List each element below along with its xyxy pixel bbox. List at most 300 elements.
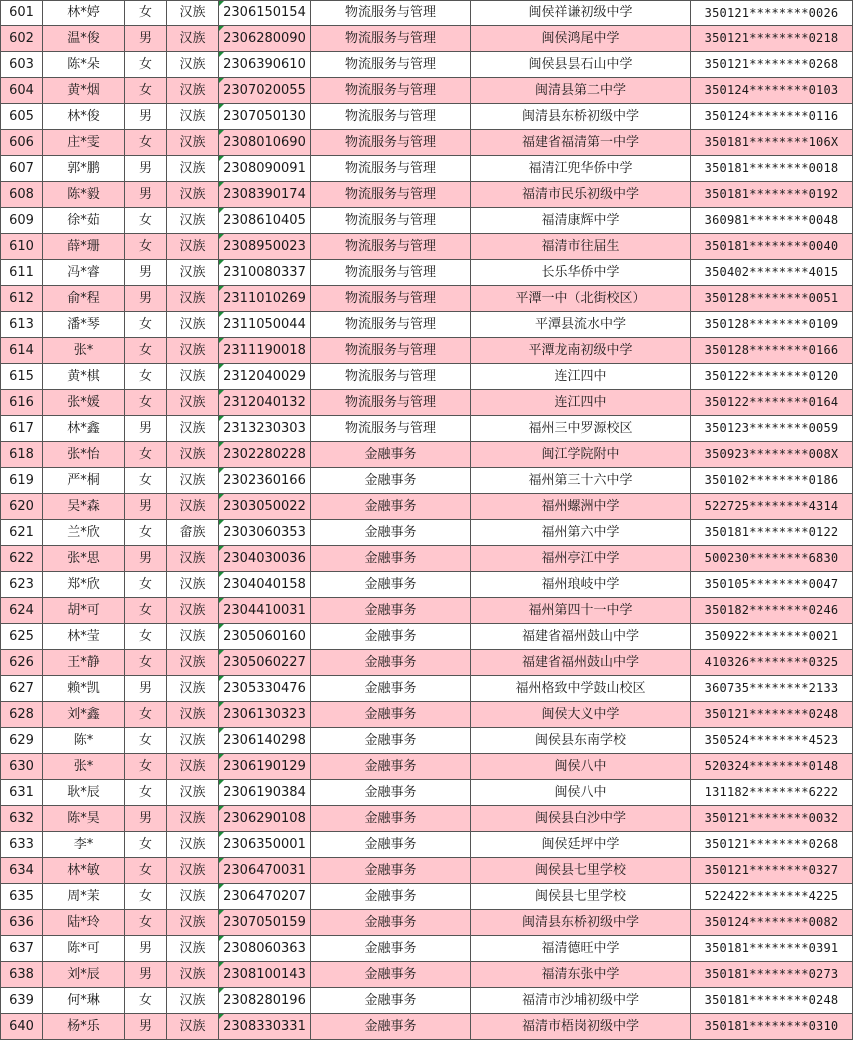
exam-id-cell[interactable]: 2310080337 xyxy=(219,260,311,286)
ethnicity-cell[interactable]: 汉族 xyxy=(167,988,219,1014)
school-cell[interactable]: 福州第四十一中学 xyxy=(471,598,691,624)
major-cell[interactable]: 金融事务 xyxy=(311,832,471,858)
seq-no-cell[interactable]: 621 xyxy=(1,520,43,546)
major-cell[interactable]: 物流服务与管理 xyxy=(311,52,471,78)
school-cell[interactable]: 闽侯县七里学校 xyxy=(471,884,691,910)
seq-no-cell[interactable]: 620 xyxy=(1,494,43,520)
ethnicity-cell[interactable]: 汉族 xyxy=(167,130,219,156)
ethnicity-cell[interactable]: 汉族 xyxy=(167,52,219,78)
id-card-cell[interactable]: 350124********0082 xyxy=(691,910,853,936)
name-cell[interactable]: 吴*森 xyxy=(43,494,125,520)
id-card-cell[interactable]: 350181********0248 xyxy=(691,988,853,1014)
school-cell[interactable]: 闽清县第二中学 xyxy=(471,78,691,104)
ethnicity-cell[interactable]: 汉族 xyxy=(167,650,219,676)
ethnicity-cell[interactable]: 汉族 xyxy=(167,468,219,494)
name-cell[interactable]: 张*怡 xyxy=(43,442,125,468)
gender-cell[interactable]: 女 xyxy=(125,702,167,728)
major-cell[interactable]: 金融事务 xyxy=(311,754,471,780)
id-card-cell[interactable]: 350121********0218 xyxy=(691,26,853,52)
major-cell[interactable]: 金融事务 xyxy=(311,936,471,962)
exam-id-cell[interactable]: 2306350001 xyxy=(219,832,311,858)
seq-no-cell[interactable]: 635 xyxy=(1,884,43,910)
major-cell[interactable]: 金融事务 xyxy=(311,910,471,936)
ethnicity-cell[interactable]: 汉族 xyxy=(167,910,219,936)
name-cell[interactable]: 陈*昊 xyxy=(43,806,125,832)
name-cell[interactable]: 胡*可 xyxy=(43,598,125,624)
major-cell[interactable]: 物流服务与管理 xyxy=(311,130,471,156)
gender-cell[interactable]: 男 xyxy=(125,494,167,520)
seq-no-cell[interactable]: 605 xyxy=(1,104,43,130)
gender-cell[interactable]: 女 xyxy=(125,650,167,676)
exam-id-cell[interactable]: 2308390174 xyxy=(219,182,311,208)
school-cell[interactable]: 福州亭江中学 xyxy=(471,546,691,572)
school-cell[interactable]: 长乐华侨中学 xyxy=(471,260,691,286)
major-cell[interactable]: 金融事务 xyxy=(311,676,471,702)
id-card-cell[interactable]: 350122********0120 xyxy=(691,364,853,390)
name-cell[interactable]: 耿*辰 xyxy=(43,780,125,806)
seq-no-cell[interactable]: 610 xyxy=(1,234,43,260)
seq-no-cell[interactable]: 636 xyxy=(1,910,43,936)
ethnicity-cell[interactable]: 汉族 xyxy=(167,1014,219,1040)
seq-no-cell[interactable]: 640 xyxy=(1,1014,43,1040)
school-cell[interactable]: 福州第六中学 xyxy=(471,520,691,546)
name-cell[interactable]: 林*莹 xyxy=(43,624,125,650)
ethnicity-cell[interactable]: 汉族 xyxy=(167,312,219,338)
id-card-cell[interactable]: 350128********0109 xyxy=(691,312,853,338)
exam-id-cell[interactable]: 2306280090 xyxy=(219,26,311,52)
id-card-cell[interactable]: 360981********0048 xyxy=(691,208,853,234)
name-cell[interactable]: 林*婷 xyxy=(43,1,125,26)
seq-no-cell[interactable]: 609 xyxy=(1,208,43,234)
id-card-cell[interactable]: 350121********0248 xyxy=(691,702,853,728)
id-card-cell[interactable]: 350121********0026 xyxy=(691,1,853,26)
gender-cell[interactable]: 女 xyxy=(125,910,167,936)
gender-cell[interactable]: 男 xyxy=(125,676,167,702)
name-cell[interactable]: 黄*烟 xyxy=(43,78,125,104)
name-cell[interactable]: 周*茉 xyxy=(43,884,125,910)
name-cell[interactable]: 林*鑫 xyxy=(43,416,125,442)
exam-id-cell[interactable]: 2306290108 xyxy=(219,806,311,832)
ethnicity-cell[interactable]: 汉族 xyxy=(167,286,219,312)
ethnicity-cell[interactable]: 汉族 xyxy=(167,416,219,442)
exam-id-cell[interactable]: 2303060353 xyxy=(219,520,311,546)
ethnicity-cell[interactable]: 汉族 xyxy=(167,832,219,858)
name-cell[interactable]: 王*静 xyxy=(43,650,125,676)
name-cell[interactable]: 张*媛 xyxy=(43,390,125,416)
major-cell[interactable]: 物流服务与管理 xyxy=(311,1,471,26)
ethnicity-cell[interactable]: 汉族 xyxy=(167,884,219,910)
id-card-cell[interactable]: 350181********0391 xyxy=(691,936,853,962)
ethnicity-cell[interactable]: 汉族 xyxy=(167,858,219,884)
exam-id-cell[interactable]: 2306470031 xyxy=(219,858,311,884)
seq-no-cell[interactable]: 623 xyxy=(1,572,43,598)
school-cell[interactable]: 闽侯县昙石山中学 xyxy=(471,52,691,78)
gender-cell[interactable]: 女 xyxy=(125,884,167,910)
ethnicity-cell[interactable]: 汉族 xyxy=(167,234,219,260)
gender-cell[interactable]: 男 xyxy=(125,806,167,832)
major-cell[interactable]: 金融事务 xyxy=(311,546,471,572)
gender-cell[interactable]: 男 xyxy=(125,416,167,442)
school-cell[interactable]: 闽侯大义中学 xyxy=(471,702,691,728)
name-cell[interactable]: 黄*棋 xyxy=(43,364,125,390)
id-card-cell[interactable]: 350181********0122 xyxy=(691,520,853,546)
id-card-cell[interactable]: 410326********0325 xyxy=(691,650,853,676)
exam-id-cell[interactable]: 2308610405 xyxy=(219,208,311,234)
school-cell[interactable]: 闽侯八中 xyxy=(471,754,691,780)
major-cell[interactable]: 金融事务 xyxy=(311,624,471,650)
major-cell[interactable]: 物流服务与管理 xyxy=(311,156,471,182)
major-cell[interactable]: 物流服务与管理 xyxy=(311,416,471,442)
exam-id-cell[interactable]: 2306130323 xyxy=(219,702,311,728)
seq-no-cell[interactable]: 606 xyxy=(1,130,43,156)
major-cell[interactable]: 物流服务与管理 xyxy=(311,364,471,390)
major-cell[interactable]: 金融事务 xyxy=(311,702,471,728)
name-cell[interactable]: 张*思 xyxy=(43,546,125,572)
exam-id-cell[interactable]: 2306470207 xyxy=(219,884,311,910)
seq-no-cell[interactable]: 613 xyxy=(1,312,43,338)
school-cell[interactable]: 闽侯县七里学校 xyxy=(471,858,691,884)
seq-no-cell[interactable]: 617 xyxy=(1,416,43,442)
gender-cell[interactable]: 女 xyxy=(125,754,167,780)
gender-cell[interactable]: 女 xyxy=(125,234,167,260)
school-cell[interactable]: 福清市往届生 xyxy=(471,234,691,260)
school-cell[interactable]: 福清江兜华侨中学 xyxy=(471,156,691,182)
exam-id-cell[interactable]: 2302280228 xyxy=(219,442,311,468)
exam-id-cell[interactable]: 2308280196 xyxy=(219,988,311,1014)
gender-cell[interactable]: 女 xyxy=(125,624,167,650)
id-card-cell[interactable]: 350181********0310 xyxy=(691,1014,853,1040)
ethnicity-cell[interactable]: 汉族 xyxy=(167,26,219,52)
name-cell[interactable]: 庄*雯 xyxy=(43,130,125,156)
major-cell[interactable]: 物流服务与管理 xyxy=(311,26,471,52)
id-card-cell[interactable]: 350124********0103 xyxy=(691,78,853,104)
ethnicity-cell[interactable]: 畲族 xyxy=(167,520,219,546)
school-cell[interactable]: 福建省福州鼓山中学 xyxy=(471,650,691,676)
name-cell[interactable]: 张* xyxy=(43,338,125,364)
id-card-cell[interactable]: 350181********0018 xyxy=(691,156,853,182)
id-card-cell[interactable]: 360735********2133 xyxy=(691,676,853,702)
id-card-cell[interactable]: 350121********0268 xyxy=(691,52,853,78)
major-cell[interactable]: 金融事务 xyxy=(311,780,471,806)
exam-id-cell[interactable]: 2305330476 xyxy=(219,676,311,702)
ethnicity-cell[interactable]: 汉族 xyxy=(167,390,219,416)
gender-cell[interactable]: 女 xyxy=(125,468,167,494)
seq-no-cell[interactable]: 624 xyxy=(1,598,43,624)
name-cell[interactable]: 陈*朵 xyxy=(43,52,125,78)
gender-cell[interactable]: 男 xyxy=(125,1014,167,1040)
major-cell[interactable]: 金融事务 xyxy=(311,468,471,494)
seq-no-cell[interactable]: 629 xyxy=(1,728,43,754)
exam-id-cell[interactable]: 2303050022 xyxy=(219,494,311,520)
exam-id-cell[interactable]: 2306140298 xyxy=(219,728,311,754)
school-cell[interactable]: 闽江学院附中 xyxy=(471,442,691,468)
ethnicity-cell[interactable]: 汉族 xyxy=(167,78,219,104)
seq-no-cell[interactable]: 616 xyxy=(1,390,43,416)
id-card-cell[interactable]: 350124********0116 xyxy=(691,104,853,130)
seq-no-cell[interactable]: 625 xyxy=(1,624,43,650)
school-cell[interactable]: 闽侯八中 xyxy=(471,780,691,806)
exam-id-cell[interactable]: 2306150154 xyxy=(219,1,311,26)
gender-cell[interactable]: 女 xyxy=(125,208,167,234)
gender-cell[interactable]: 女 xyxy=(125,130,167,156)
major-cell[interactable]: 物流服务与管理 xyxy=(311,390,471,416)
seq-no-cell[interactable]: 628 xyxy=(1,702,43,728)
seq-no-cell[interactable]: 638 xyxy=(1,962,43,988)
id-card-cell[interactable]: 350121********0327 xyxy=(691,858,853,884)
seq-no-cell[interactable]: 601 xyxy=(1,1,43,26)
seq-no-cell[interactable]: 634 xyxy=(1,858,43,884)
seq-no-cell[interactable]: 630 xyxy=(1,754,43,780)
major-cell[interactable]: 金融事务 xyxy=(311,858,471,884)
major-cell[interactable]: 物流服务与管理 xyxy=(311,286,471,312)
exam-id-cell[interactable]: 2306190384 xyxy=(219,780,311,806)
school-cell[interactable]: 福清市沙埔初级中学 xyxy=(471,988,691,1014)
id-card-cell[interactable]: 500230********6830 xyxy=(691,546,853,572)
id-card-cell[interactable]: 522422********4225 xyxy=(691,884,853,910)
gender-cell[interactable]: 女 xyxy=(125,1,167,26)
major-cell[interactable]: 物流服务与管理 xyxy=(311,234,471,260)
ethnicity-cell[interactable]: 汉族 xyxy=(167,364,219,390)
seq-no-cell[interactable]: 602 xyxy=(1,26,43,52)
gender-cell[interactable]: 女 xyxy=(125,832,167,858)
school-cell[interactable]: 闽清县东桥初级中学 xyxy=(471,910,691,936)
exam-id-cell[interactable]: 2306190129 xyxy=(219,754,311,780)
ethnicity-cell[interactable]: 汉族 xyxy=(167,728,219,754)
school-cell[interactable]: 福清东张中学 xyxy=(471,962,691,988)
gender-cell[interactable]: 女 xyxy=(125,728,167,754)
gender-cell[interactable]: 男 xyxy=(125,260,167,286)
gender-cell[interactable]: 男 xyxy=(125,182,167,208)
gender-cell[interactable]: 女 xyxy=(125,780,167,806)
school-cell[interactable]: 福清德旺中学 xyxy=(471,936,691,962)
gender-cell[interactable]: 女 xyxy=(125,390,167,416)
seq-no-cell[interactable]: 622 xyxy=(1,546,43,572)
gender-cell[interactable]: 男 xyxy=(125,936,167,962)
gender-cell[interactable]: 男 xyxy=(125,546,167,572)
id-card-cell[interactable]: 350122********0164 xyxy=(691,390,853,416)
ethnicity-cell[interactable]: 汉族 xyxy=(167,676,219,702)
gender-cell[interactable]: 男 xyxy=(125,962,167,988)
school-cell[interactable]: 平潭县流水中学 xyxy=(471,312,691,338)
seq-no-cell[interactable]: 627 xyxy=(1,676,43,702)
major-cell[interactable]: 物流服务与管理 xyxy=(311,182,471,208)
school-cell[interactable]: 闽侯祥谦初级中学 xyxy=(471,1,691,26)
exam-id-cell[interactable]: 2308330331 xyxy=(219,1014,311,1040)
school-cell[interactable]: 平潭龙南初级中学 xyxy=(471,338,691,364)
school-cell[interactable]: 闽清县东桥初级中学 xyxy=(471,104,691,130)
ethnicity-cell[interactable]: 汉族 xyxy=(167,208,219,234)
name-cell[interactable]: 陆*玲 xyxy=(43,910,125,936)
ethnicity-cell[interactable]: 汉族 xyxy=(167,780,219,806)
seq-no-cell[interactable]: 618 xyxy=(1,442,43,468)
name-cell[interactable]: 冯*睿 xyxy=(43,260,125,286)
seq-no-cell[interactable]: 612 xyxy=(1,286,43,312)
id-card-cell[interactable]: 350128********0166 xyxy=(691,338,853,364)
ethnicity-cell[interactable]: 汉族 xyxy=(167,598,219,624)
major-cell[interactable]: 物流服务与管理 xyxy=(311,338,471,364)
id-card-cell[interactable]: 350181********0040 xyxy=(691,234,853,260)
name-cell[interactable]: 林*敏 xyxy=(43,858,125,884)
id-card-cell[interactable]: 350121********0268 xyxy=(691,832,853,858)
ethnicity-cell[interactable]: 汉族 xyxy=(167,572,219,598)
id-card-cell[interactable]: 522725********4314 xyxy=(691,494,853,520)
name-cell[interactable]: 兰*欣 xyxy=(43,520,125,546)
major-cell[interactable]: 金融事务 xyxy=(311,988,471,1014)
gender-cell[interactable]: 女 xyxy=(125,338,167,364)
name-cell[interactable]: 郭*鹏 xyxy=(43,156,125,182)
id-card-cell[interactable]: 350524********4523 xyxy=(691,728,853,754)
gender-cell[interactable]: 女 xyxy=(125,572,167,598)
id-card-cell[interactable]: 350181********0273 xyxy=(691,962,853,988)
ethnicity-cell[interactable]: 汉族 xyxy=(167,754,219,780)
school-cell[interactable]: 福建省福州鼓山中学 xyxy=(471,624,691,650)
name-cell[interactable]: 徐*茹 xyxy=(43,208,125,234)
ethnicity-cell[interactable]: 汉族 xyxy=(167,442,219,468)
major-cell[interactable]: 金融事务 xyxy=(311,442,471,468)
school-cell[interactable]: 福州螺洲中学 xyxy=(471,494,691,520)
exam-id-cell[interactable]: 2305060160 xyxy=(219,624,311,650)
school-cell[interactable]: 闽侯廷坪中学 xyxy=(471,832,691,858)
id-card-cell[interactable]: 350102********0186 xyxy=(691,468,853,494)
seq-no-cell[interactable]: 631 xyxy=(1,780,43,806)
exam-id-cell[interactable]: 2307050130 xyxy=(219,104,311,130)
exam-id-cell[interactable]: 2304030036 xyxy=(219,546,311,572)
seq-no-cell[interactable]: 607 xyxy=(1,156,43,182)
seq-no-cell[interactable]: 614 xyxy=(1,338,43,364)
exam-id-cell[interactable]: 2308090091 xyxy=(219,156,311,182)
ethnicity-cell[interactable]: 汉族 xyxy=(167,104,219,130)
exam-id-cell[interactable]: 2304040158 xyxy=(219,572,311,598)
exam-id-cell[interactable]: 2312040029 xyxy=(219,364,311,390)
name-cell[interactable]: 陈* xyxy=(43,728,125,754)
exam-id-cell[interactable]: 2307050159 xyxy=(219,910,311,936)
exam-id-cell[interactable]: 2302360166 xyxy=(219,468,311,494)
ethnicity-cell[interactable]: 汉族 xyxy=(167,936,219,962)
gender-cell[interactable]: 男 xyxy=(125,104,167,130)
id-card-cell[interactable]: 350922********0021 xyxy=(691,624,853,650)
name-cell[interactable]: 张* xyxy=(43,754,125,780)
exam-id-cell[interactable]: 2308950023 xyxy=(219,234,311,260)
school-cell[interactable]: 福州琅岐中学 xyxy=(471,572,691,598)
name-cell[interactable]: 陈*可 xyxy=(43,936,125,962)
id-card-cell[interactable]: 350923********008X xyxy=(691,442,853,468)
name-cell[interactable]: 李* xyxy=(43,832,125,858)
name-cell[interactable]: 俞*程 xyxy=(43,286,125,312)
exam-id-cell[interactable]: 2308100143 xyxy=(219,962,311,988)
id-card-cell[interactable]: 520324********0148 xyxy=(691,754,853,780)
school-cell[interactable]: 闽侯鸿尾中学 xyxy=(471,26,691,52)
school-cell[interactable]: 福建省福清第一中学 xyxy=(471,130,691,156)
school-cell[interactable]: 福州三中罗源校区 xyxy=(471,416,691,442)
name-cell[interactable]: 陈*毅 xyxy=(43,182,125,208)
id-card-cell[interactable]: 350181********0192 xyxy=(691,182,853,208)
ethnicity-cell[interactable]: 汉族 xyxy=(167,962,219,988)
exam-id-cell[interactable]: 2308010690 xyxy=(219,130,311,156)
major-cell[interactable]: 金融事务 xyxy=(311,598,471,624)
name-cell[interactable]: 刘*辰 xyxy=(43,962,125,988)
major-cell[interactable]: 金融事务 xyxy=(311,494,471,520)
seq-no-cell[interactable]: 633 xyxy=(1,832,43,858)
gender-cell[interactable]: 女 xyxy=(125,364,167,390)
major-cell[interactable]: 物流服务与管理 xyxy=(311,78,471,104)
name-cell[interactable]: 林*俊 xyxy=(43,104,125,130)
exam-id-cell[interactable]: 2306390610 xyxy=(219,52,311,78)
gender-cell[interactable]: 女 xyxy=(125,442,167,468)
seq-no-cell[interactable]: 619 xyxy=(1,468,43,494)
name-cell[interactable]: 刘*鑫 xyxy=(43,702,125,728)
seq-no-cell[interactable]: 611 xyxy=(1,260,43,286)
school-cell[interactable]: 平潭一中（北街校区） xyxy=(471,286,691,312)
gender-cell[interactable]: 女 xyxy=(125,78,167,104)
ethnicity-cell[interactable]: 汉族 xyxy=(167,494,219,520)
id-card-cell[interactable]: 350402********4015 xyxy=(691,260,853,286)
major-cell[interactable]: 金融事务 xyxy=(311,1014,471,1040)
gender-cell[interactable]: 女 xyxy=(125,312,167,338)
gender-cell[interactable]: 女 xyxy=(125,520,167,546)
school-cell[interactable]: 连江四中 xyxy=(471,364,691,390)
school-cell[interactable]: 福清市民乐初级中学 xyxy=(471,182,691,208)
exam-id-cell[interactable]: 2305060227 xyxy=(219,650,311,676)
ethnicity-cell[interactable]: 汉族 xyxy=(167,338,219,364)
major-cell[interactable]: 物流服务与管理 xyxy=(311,208,471,234)
seq-no-cell[interactable]: 615 xyxy=(1,364,43,390)
gender-cell[interactable]: 女 xyxy=(125,988,167,1014)
name-cell[interactable]: 严*桐 xyxy=(43,468,125,494)
ethnicity-cell[interactable]: 汉族 xyxy=(167,1,219,26)
name-cell[interactable]: 杨*乐 xyxy=(43,1014,125,1040)
ethnicity-cell[interactable]: 汉族 xyxy=(167,546,219,572)
major-cell[interactable]: 金融事务 xyxy=(311,520,471,546)
ethnicity-cell[interactable]: 汉族 xyxy=(167,702,219,728)
id-card-cell[interactable]: 350128********0051 xyxy=(691,286,853,312)
exam-id-cell[interactable]: 2307020055 xyxy=(219,78,311,104)
name-cell[interactable]: 薛*珊 xyxy=(43,234,125,260)
seq-no-cell[interactable]: 604 xyxy=(1,78,43,104)
exam-id-cell[interactable]: 2311190018 xyxy=(219,338,311,364)
gender-cell[interactable]: 男 xyxy=(125,26,167,52)
major-cell[interactable]: 物流服务与管理 xyxy=(311,104,471,130)
exam-id-cell[interactable]: 2311010269 xyxy=(219,286,311,312)
exam-id-cell[interactable]: 2311050044 xyxy=(219,312,311,338)
name-cell[interactable]: 赖*凯 xyxy=(43,676,125,702)
seq-no-cell[interactable]: 603 xyxy=(1,52,43,78)
id-card-cell[interactable]: 350181********106X xyxy=(691,130,853,156)
exam-id-cell[interactable]: 2304410031 xyxy=(219,598,311,624)
gender-cell[interactable]: 女 xyxy=(125,598,167,624)
gender-cell[interactable]: 男 xyxy=(125,286,167,312)
name-cell[interactable]: 何*琳 xyxy=(43,988,125,1014)
school-cell[interactable]: 福州第三十六中学 xyxy=(471,468,691,494)
name-cell[interactable]: 郑*欣 xyxy=(43,572,125,598)
ethnicity-cell[interactable]: 汉族 xyxy=(167,182,219,208)
id-card-cell[interactable]: 350182********0246 xyxy=(691,598,853,624)
seq-no-cell[interactable]: 626 xyxy=(1,650,43,676)
exam-id-cell[interactable]: 2313230303 xyxy=(219,416,311,442)
school-cell[interactable]: 闽侯县东南学校 xyxy=(471,728,691,754)
major-cell[interactable]: 金融事务 xyxy=(311,806,471,832)
seq-no-cell[interactable]: 608 xyxy=(1,182,43,208)
id-card-cell[interactable]: 131182********6222 xyxy=(691,780,853,806)
seq-no-cell[interactable]: 632 xyxy=(1,806,43,832)
ethnicity-cell[interactable]: 汉族 xyxy=(167,806,219,832)
id-card-cell[interactable]: 350121********0032 xyxy=(691,806,853,832)
ethnicity-cell[interactable]: 汉族 xyxy=(167,156,219,182)
ethnicity-cell[interactable]: 汉族 xyxy=(167,260,219,286)
seq-no-cell[interactable]: 637 xyxy=(1,936,43,962)
school-cell[interactable]: 连江四中 xyxy=(471,390,691,416)
major-cell[interactable]: 物流服务与管理 xyxy=(311,312,471,338)
name-cell[interactable]: 潘*琴 xyxy=(43,312,125,338)
